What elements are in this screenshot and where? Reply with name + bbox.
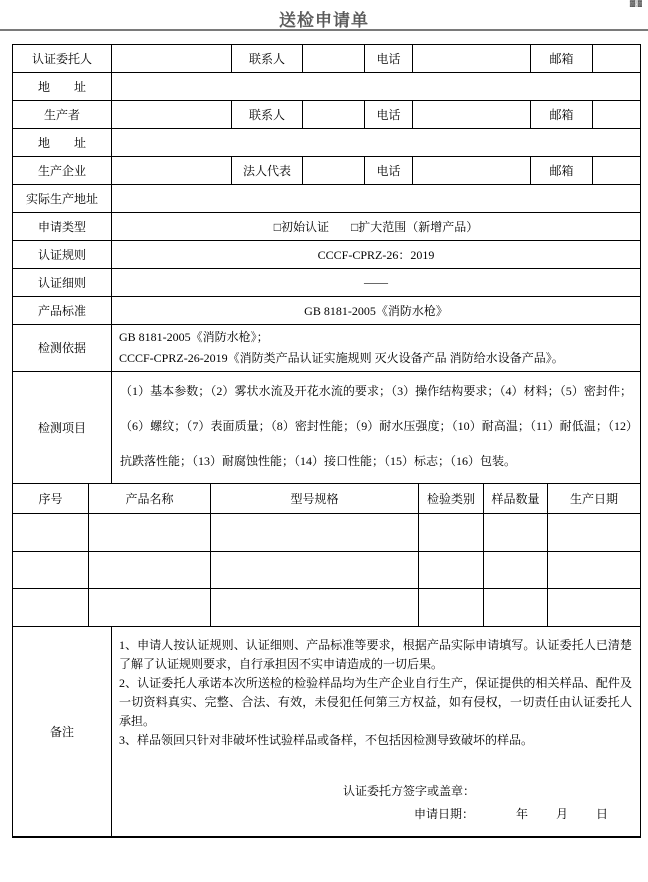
test-basis-label: 检测依据 (13, 325, 112, 372)
header-model-spec: 型号规格 (211, 484, 419, 514)
sample-1-model-spec-field[interactable] (211, 514, 419, 552)
header-serial-number: 序号 (13, 484, 89, 514)
sample-3-category-field[interactable] (419, 589, 484, 627)
sample-1-date-field[interactable] (548, 514, 641, 552)
remark-item-1: 1、申请人按认证规则、认证细则、产品标准等要求，根据产品实际申请填写。认证委托人已清楚了解了认证规则要求，自行承担因不实申请造成的一切后果。 (119, 638, 632, 671)
applicant-email-label: 邮箱 (531, 45, 593, 73)
applicant-label: 认证委托人 (13, 45, 112, 73)
manufacturer-name-field[interactable] (112, 157, 232, 185)
test-items-value: （1）基本参数；（2）雾状水流及开花水流的要求；（3）操作结构要求；（4）材料；（5）密封件；（6）螺纹；（7）表面质量；（8）密封性能；（9）耐水压强度；（10）耐高温；（11）耐低温；（12）抗跌落性能；（13）耐腐蚀性能；（14）接口性能；（15）标志；（16）包装。 (112, 372, 641, 484)
sample-3-product-name-field[interactable] (89, 589, 211, 627)
row-product-standard (13, 297, 641, 325)
sample-1-product-name-field[interactable] (89, 514, 211, 552)
sample-2-model-spec-field[interactable] (211, 552, 419, 589)
row-certification-rule (13, 241, 641, 269)
signature-line[interactable]: 认证委托方签字或盖章： (342, 784, 475, 798)
row-actual-production-address (13, 185, 641, 213)
remarks-content (112, 627, 641, 837)
actual-production-address-label: 实际生产地址 (13, 185, 112, 213)
header-sample-quantity: 样品数量 (484, 484, 548, 514)
producer-name-field[interactable] (112, 101, 232, 129)
row-producer (13, 101, 641, 129)
applicant-phone-field[interactable] (413, 45, 531, 73)
sample-3-model-spec-field[interactable] (211, 589, 419, 627)
row-test-items (13, 372, 641, 484)
applicant-email-field[interactable] (593, 45, 641, 73)
header-production-date: 生产日期 (548, 484, 641, 514)
remark-item-2: 2、认证委托人承诺本次所送检的检验样品均为生产企业自行生产，保证提供的相关样品、配件及一切资料真实、完整、合法、有效，未侵犯任何第三方权益，如有侵权，一切责任由认证委托人承担。 (119, 676, 632, 728)
application-date-line (119, 805, 632, 824)
sample-1-category-field[interactable] (419, 514, 484, 552)
legal-representative-label: 法人代表 (232, 157, 303, 185)
manufacturer-phone-field[interactable] (413, 157, 531, 185)
applicant-name-field[interactable] (112, 45, 232, 73)
row-applicant-address (13, 73, 641, 101)
row-application-type (13, 213, 641, 241)
signature-block (119, 782, 632, 824)
header-inspection-category: 检验类别 (419, 484, 484, 514)
remarks-label: 备注 (13, 627, 112, 837)
row-remarks (13, 627, 641, 837)
page-title: 送检申请单 (279, 11, 369, 30)
sample-2-date-field[interactable] (548, 552, 641, 589)
producer-address-field[interactable] (112, 129, 641, 157)
sample-3-date-field[interactable] (548, 589, 641, 627)
date-day-label[interactable]: 日 (595, 807, 608, 821)
application-form-table (12, 44, 641, 838)
sample-3-serial-field[interactable] (13, 589, 89, 627)
certification-rule-label: 认证规则 (13, 241, 112, 269)
sample-table-header (13, 484, 641, 514)
date-month-label[interactable]: 月 (555, 807, 568, 821)
applicant-phone-label: 电话 (365, 45, 413, 73)
remark-item-3: 3、样品领回只针对非破坏性试验样品或备样，不包括因检测导致破坏的样品。 (119, 733, 534, 747)
sample-1-serial-field[interactable] (13, 514, 89, 552)
product-standard-label: 产品标准 (13, 297, 112, 325)
corner-logo-fragment: ▓▒▓ (629, 0, 642, 7)
test-items-label: 检测项目 (13, 372, 112, 484)
producer-email-label: 邮箱 (531, 101, 593, 129)
test-basis-value (112, 325, 641, 372)
sample-2-product-name-field[interactable] (89, 552, 211, 589)
test-basis-line-1: GB 8181-2005《消防水枪》； (119, 330, 269, 344)
certification-detail-label: 认证细则 (13, 269, 112, 297)
producer-phone-field[interactable] (413, 101, 531, 129)
row-manufacturer (13, 157, 641, 185)
checkbox-initial-certification[interactable]: □初始认证 (273, 220, 329, 234)
sample-row-2 (13, 552, 641, 589)
producer-label: 生产者 (13, 101, 112, 129)
date-year-label[interactable]: 年 (515, 807, 528, 821)
sample-row-1 (13, 514, 641, 552)
application-date-label: 申请日期： (413, 807, 474, 821)
sample-1-quantity-field[interactable] (484, 514, 548, 552)
product-standard-value: GB 8181-2005《消防水枪》 (112, 297, 641, 325)
legal-representative-field[interactable] (303, 157, 365, 185)
checkbox-scope-expansion[interactable]: □扩大范围（新增产品） (351, 220, 479, 234)
application-type-label: 申请类型 (13, 213, 112, 241)
producer-contact-field[interactable] (303, 101, 365, 129)
application-type-field (112, 213, 641, 241)
producer-address-label: 地 址 (13, 129, 112, 157)
producer-phone-label: 电话 (365, 101, 413, 129)
manufacturer-email-label: 邮箱 (531, 157, 593, 185)
manufacturer-label: 生产企业 (13, 157, 112, 185)
certification-rule-value: CCCF-CPRZ-26：2019 (112, 241, 641, 269)
sample-2-serial-field[interactable] (13, 552, 89, 589)
applicant-address-field[interactable] (112, 73, 641, 101)
producer-contact-label: 联系人 (232, 101, 303, 129)
sample-2-quantity-field[interactable] (484, 552, 548, 589)
sample-row-3 (13, 589, 641, 627)
row-applicant (13, 45, 641, 73)
actual-production-address-field[interactable] (112, 185, 641, 213)
header-product-name: 产品名称 (89, 484, 211, 514)
row-test-basis (13, 325, 641, 372)
manufacturer-phone-label: 电话 (365, 157, 413, 185)
sample-2-category-field[interactable] (419, 552, 484, 589)
producer-email-field[interactable] (593, 101, 641, 129)
manufacturer-email-field[interactable] (593, 157, 641, 185)
applicant-address-label: 地 址 (13, 73, 112, 101)
applicant-contact-label: 联系人 (232, 45, 303, 73)
row-certification-detail (13, 269, 641, 297)
row-producer-address (13, 129, 641, 157)
applicant-contact-field[interactable] (303, 45, 365, 73)
sample-3-quantity-field[interactable] (484, 589, 548, 627)
certification-detail-value: —— (112, 269, 641, 297)
test-basis-line-2: CCCF-CPRZ-26-2019《消防类产品认证实施规则 灭火设备产品 消防给水设备产品》。 (119, 351, 564, 365)
